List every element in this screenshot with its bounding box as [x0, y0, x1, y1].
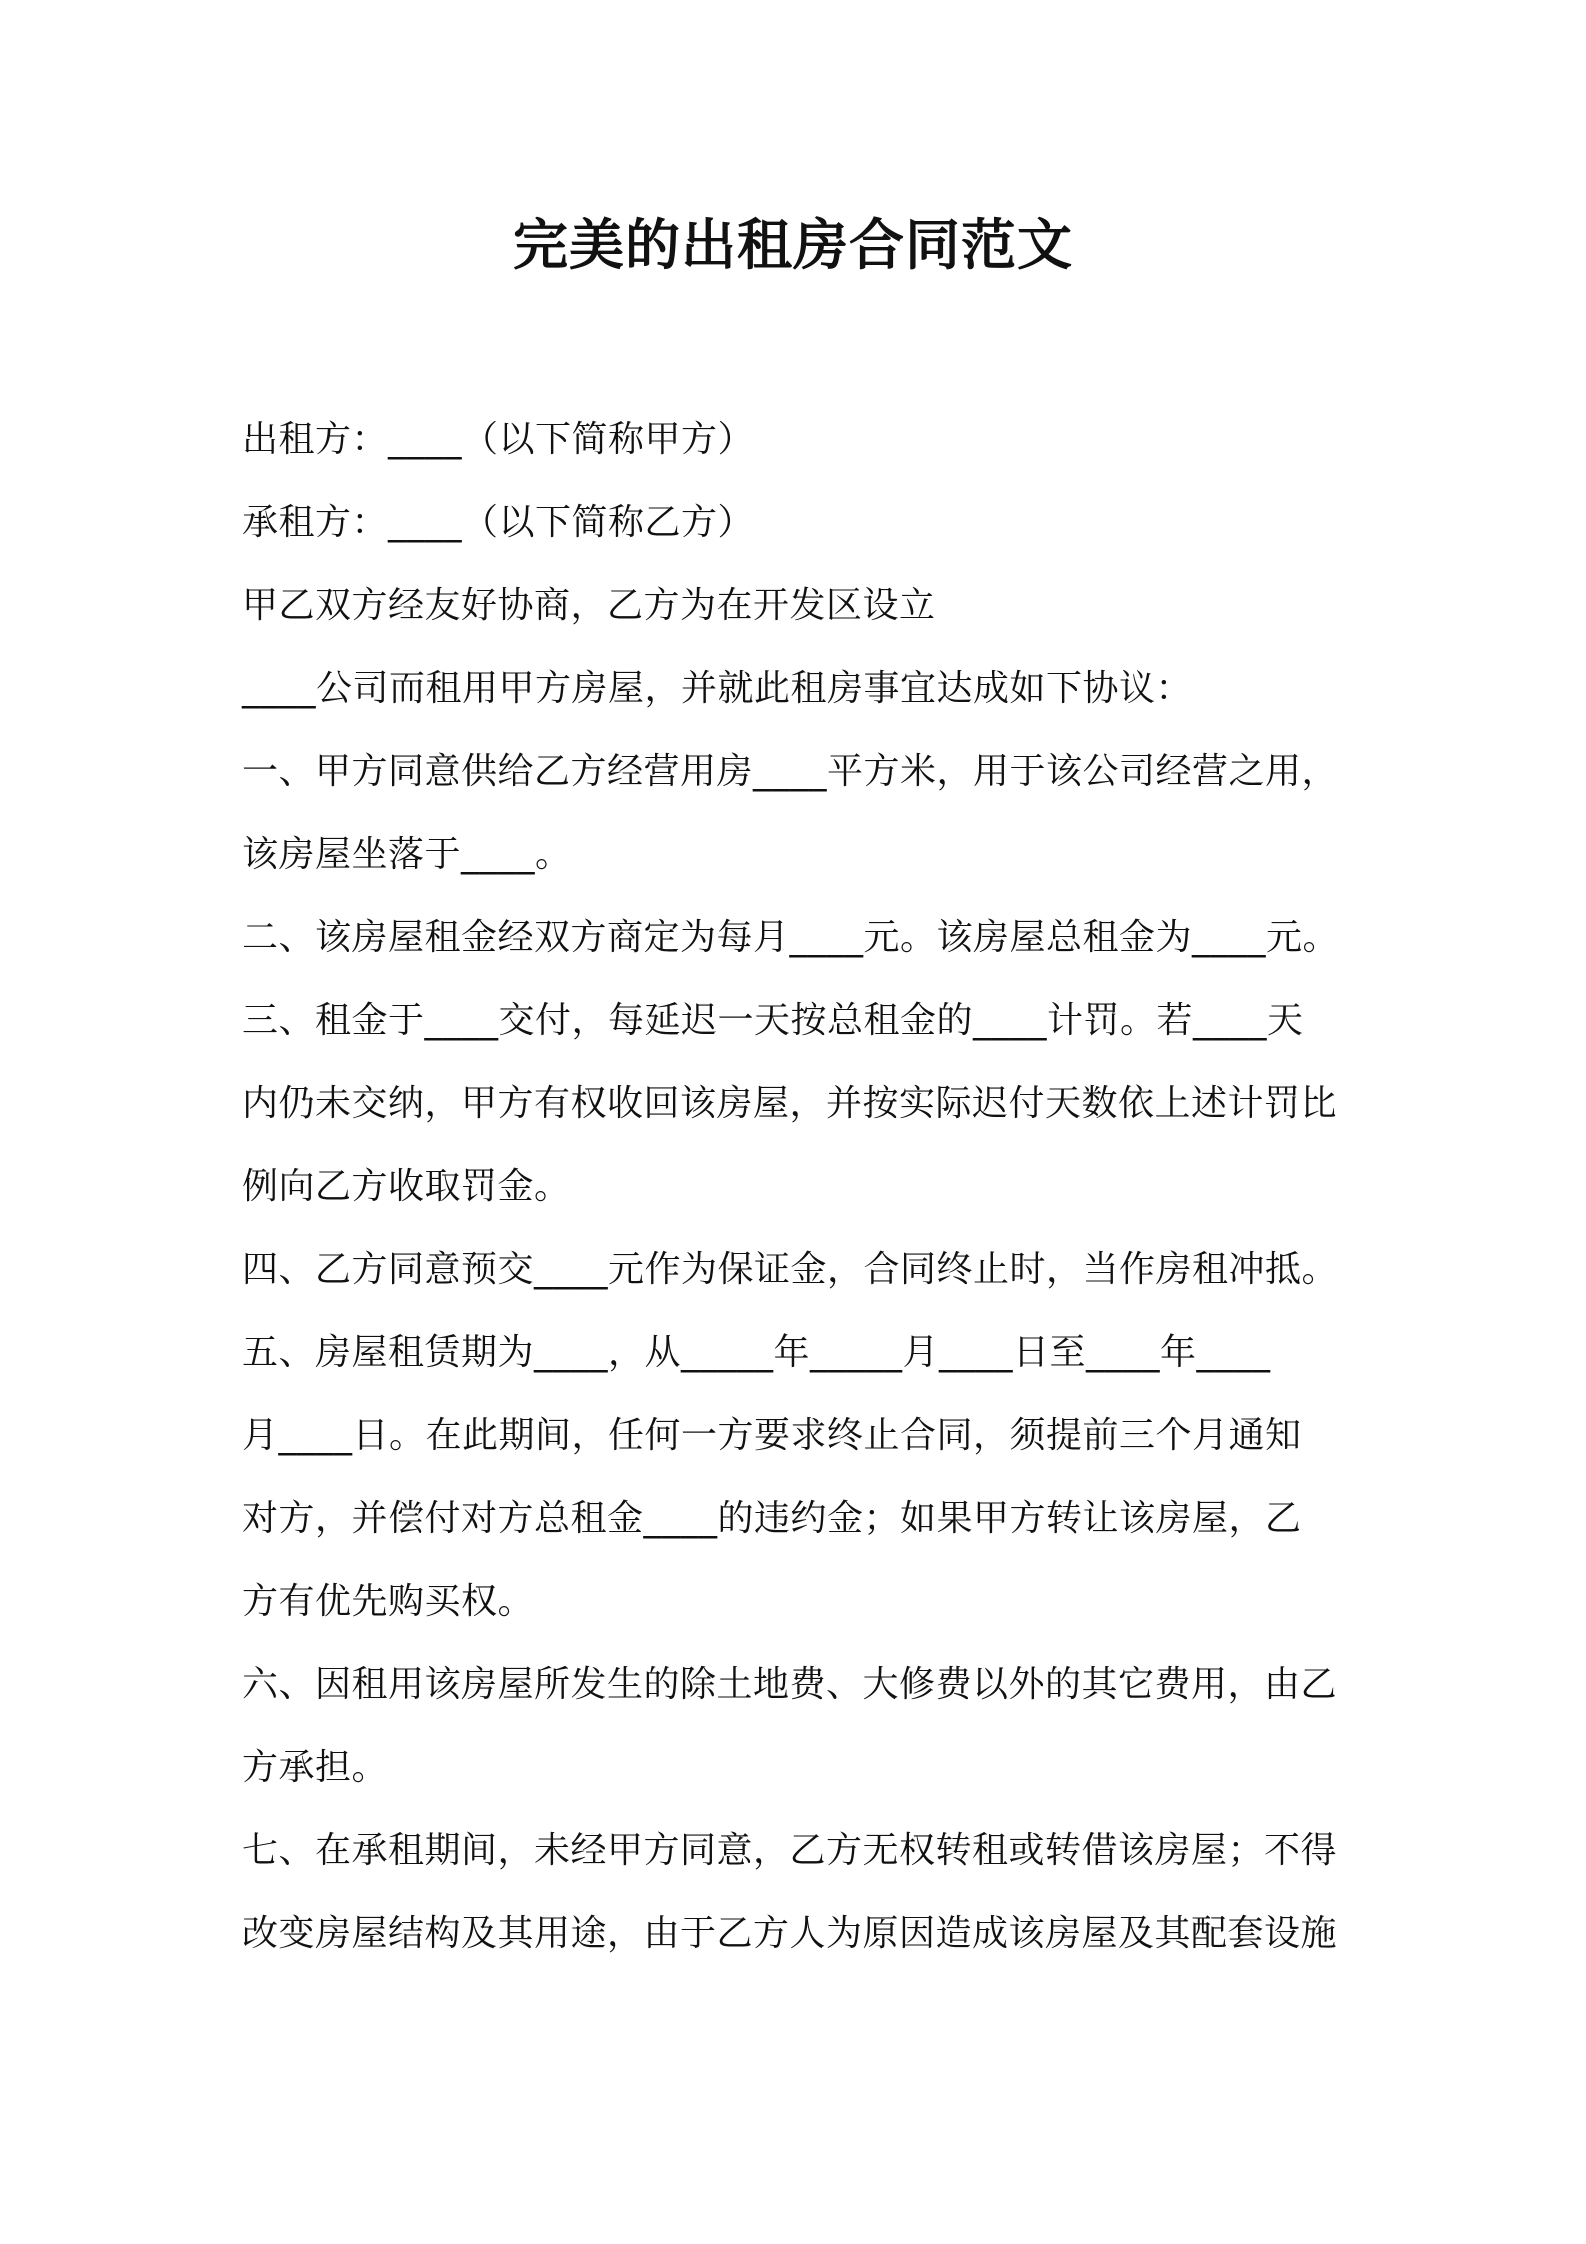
clause-5-line: 五、房屋租赁期为____，从_____年_____月____日至____年____ [242, 1332, 1271, 1373]
clause-1-line: 该房屋坐落于____。 [242, 834, 572, 875]
party-b-line: 承租方：____（以下简称乙方） [242, 502, 755, 543]
preamble-line: ____公司而租用甲方房屋，并就此租房事宜达成如下协议： [242, 668, 1193, 709]
clause-5-line: 对方，并偿付对方总租金____的违约金；如果甲方转让该房屋，乙 [242, 1498, 1302, 1539]
clause-6-line: 六、因租用该房屋所发生的除土地费、大修费以外的其它费用，由乙 [242, 1664, 1338, 1705]
clause-3-line: 三、租金于____交付，每延迟一天按总租金的____计罚。若____天 [242, 1000, 1304, 1041]
clause-5-line: 月____日。在此期间，任何一方要求终止合同，须提前三个月通知 [242, 1415, 1302, 1456]
clause-7-line: 改变房屋结构及其用途，由于乙方人为原因造成该房屋及其配套设施 [242, 1913, 1338, 1954]
clause-7-line: 七、在承租期间，未经甲方同意，乙方无权转租或转借该房屋；不得 [242, 1830, 1338, 1871]
clause-4-line: 四、乙方同意预交____元作为保证金，合同终止时，当作房租冲抵。 [242, 1249, 1339, 1290]
clause-3-line: 内仍未交纳，甲方有权收回该房屋，并按实际迟付天数依上述计罚比 [242, 1083, 1338, 1124]
party-a-line: 出租方：____（以下简称甲方） [242, 419, 755, 460]
contract-body [242, 398, 1377, 1975]
document-title: 完美的出租房合同范文 [512, 213, 1073, 277]
clause-3-line: 例向乙方收取罚金。 [242, 1166, 571, 1207]
clause-5-line: 方有优先购买权。 [242, 1581, 535, 1622]
clause-6-line: 方承担。 [242, 1747, 389, 1788]
clause-1-line: 一、甲方同意供给乙方经营用房____平方米，用于该公司经营之用， [242, 751, 1339, 792]
clause-2-line: 二、该房屋租金经双方商定为每月____元。该房屋总租金为____元。 [242, 917, 1340, 958]
preamble-line: 甲乙双方经友好协商，乙方为在开发区设立 [242, 585, 936, 626]
